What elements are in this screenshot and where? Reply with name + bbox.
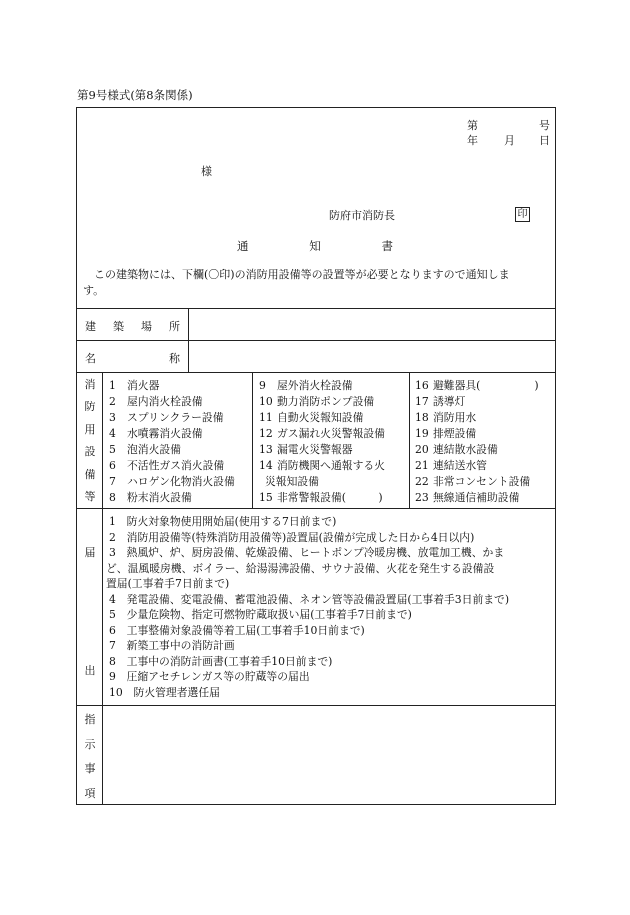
divider [77, 508, 555, 509]
label-char: 名 [85, 352, 96, 365]
equipment-label [79, 376, 101, 504]
label-char: 事 [84, 762, 96, 776]
label-char: 用 [84, 422, 96, 436]
notification-item[interactable]: 3 熱風炉、炉、厨房設備、乾燥設備、ヒートポンプ冷暖房機、放電加工機、かま [109, 546, 505, 559]
divider [77, 340, 555, 341]
equipment-item[interactable]: 12 ガス漏れ火災警報設備 [259, 427, 385, 440]
equipment-item[interactable]: 19 排煙設備 [415, 427, 477, 440]
date-year: 年 [467, 134, 478, 147]
document-title [237, 238, 393, 254]
notification-item[interactable]: 4 発電設備、変電設備、蓄電池設備、ネオン管等設備設置届(工事着手3日前まで) [109, 592, 510, 606]
divider-equipment-col [252, 372, 253, 508]
notification-item[interactable]: 1 防火対象物使用開始届(使用する7日前まで) [109, 515, 337, 528]
notification-list [106, 514, 510, 700]
seal-icon: 印 [515, 207, 530, 222]
label-char: 備 [84, 467, 96, 481]
equipment-item[interactable]: 9 屋外消火栓設備 [259, 379, 353, 392]
label-char: 届 [84, 546, 96, 559]
equipment-item[interactable]: 3 スプリンクラー設備 [109, 411, 224, 424]
divider [77, 705, 555, 706]
label-char: 称 [169, 352, 180, 365]
notification-item[interactable]: 5 少量危険物、指定可燃物貯蔵取扱い届(工事着手7日前まで) [109, 608, 412, 621]
notification-item[interactable]: 2 消防用設備等(特殊消防用設備等)設置届(設備が完成した日から4日以内) [109, 530, 475, 544]
form-id: 第9号様式(第8条関係) [77, 88, 193, 102]
title-char: 知 [309, 239, 321, 253]
divider-label-equipment [102, 372, 103, 805]
equipment-item-continuation: 災報知設備 [265, 475, 319, 488]
notification-item[interactable]: 8 工事中の消防計画書(工事着手10日前まで) [109, 654, 333, 668]
name-field[interactable] [190, 342, 554, 371]
seal-mark [515, 207, 530, 222]
equipment-item[interactable]: 20 連結散水設備 [415, 443, 498, 456]
equipment-item[interactable]: 6 不活性ガス消火設備 [109, 459, 225, 472]
label-char: 示 [84, 737, 96, 751]
equipment-item[interactable]: 10 動力消防ポンプ設備 [259, 395, 375, 408]
notification-item[interactable]: 7 新築工事中の消防計画 [109, 639, 235, 652]
equipment-item[interactable]: 22 非常コンセント設備 [415, 475, 531, 488]
equipment-item[interactable]: 18 消防用水 [415, 411, 477, 424]
label-char: 築 [113, 320, 124, 333]
equipment-item[interactable]: 2 屋内消火栓設備 [109, 395, 203, 408]
equipment-item[interactable]: 5 泡消火設備 [109, 443, 181, 456]
body-line-2: す。 [83, 283, 105, 297]
notification-item-continuation: ど、温風暖房機、ボイラー、給湯湯沸設備、サウナ設備、火花を発生する設備設 [106, 561, 495, 575]
instructions-field[interactable] [105, 708, 553, 802]
label-char: 消 [84, 378, 96, 391]
divider-equipment-col [409, 372, 410, 508]
instructions-label [79, 711, 101, 801]
equipment-item[interactable]: 4 水噴霧消火設備 [109, 427, 203, 440]
label-char: 所 [169, 320, 180, 333]
title-char: 書 [381, 239, 393, 253]
notification-item[interactable]: 10 防火管理者選任届 [109, 685, 220, 699]
body-line-1: この建築物には、下欄(〇印)の消防用設備等の設置等が必要となりますので通知しま [94, 268, 510, 281]
issue-number-prefix: 第 [467, 119, 478, 132]
label-char: 等 [84, 489, 96, 503]
equipment-item[interactable]: 7 ハロゲン化物消火設備 [109, 475, 235, 488]
equipment-item[interactable]: 23 無線通信補助設備 [415, 491, 520, 504]
equipment-item[interactable]: 21 連結送水管 [415, 459, 487, 472]
label-char: 場 [141, 320, 152, 333]
label-char: 出 [84, 664, 96, 677]
equipment-item[interactable]: 16 避難器具( ) [415, 379, 539, 392]
equipment-item[interactable]: 17 誘導灯 [415, 395, 466, 408]
body-text [83, 267, 510, 298]
location-label [85, 318, 180, 334]
equipment-item[interactable]: 13 漏電火災警報器 [259, 443, 353, 456]
location-field[interactable] [190, 310, 554, 339]
divider [77, 372, 555, 373]
equipment-item[interactable]: 11 自動火災報知設備 [259, 411, 364, 424]
equipment-item[interactable]: 15 非常警報設備( ) [259, 491, 383, 504]
notification-item[interactable]: 9 圧縮アセチレンガス等の貯蔵等の届出 [109, 670, 310, 683]
label-char: 指 [84, 713, 96, 726]
label-char: 防 [84, 400, 96, 414]
addressee-suffix: 様 [201, 165, 212, 178]
date-day: 日 [539, 134, 550, 147]
equipment-item[interactable]: 14 消防機関へ通報する火 [259, 459, 385, 472]
notification-item-continuation: 置届(工事着手7日前まで) [106, 577, 230, 590]
date-month: 月 [504, 134, 515, 147]
name-label [85, 350, 180, 366]
label-char: 項 [84, 786, 96, 800]
issue-number-suffix: 号 [539, 119, 550, 132]
title-char: 通 [237, 239, 249, 253]
divider [77, 308, 555, 309]
notification-item[interactable]: 6 工事整備対象設備等着工届(工事着手10日前まで) [109, 623, 365, 637]
notification-label [79, 544, 101, 678]
label-char: 建 [85, 320, 96, 333]
label-char: 設 [84, 445, 96, 459]
notification-form [76, 107, 556, 805]
sender [329, 207, 395, 223]
divider-label-location [188, 308, 189, 372]
sender-name: 防府市消防長 [329, 209, 395, 222]
equipment-item[interactable]: 1 消火器 [109, 379, 160, 392]
equipment-item[interactable]: 8 粉末消火設備 [109, 491, 192, 504]
